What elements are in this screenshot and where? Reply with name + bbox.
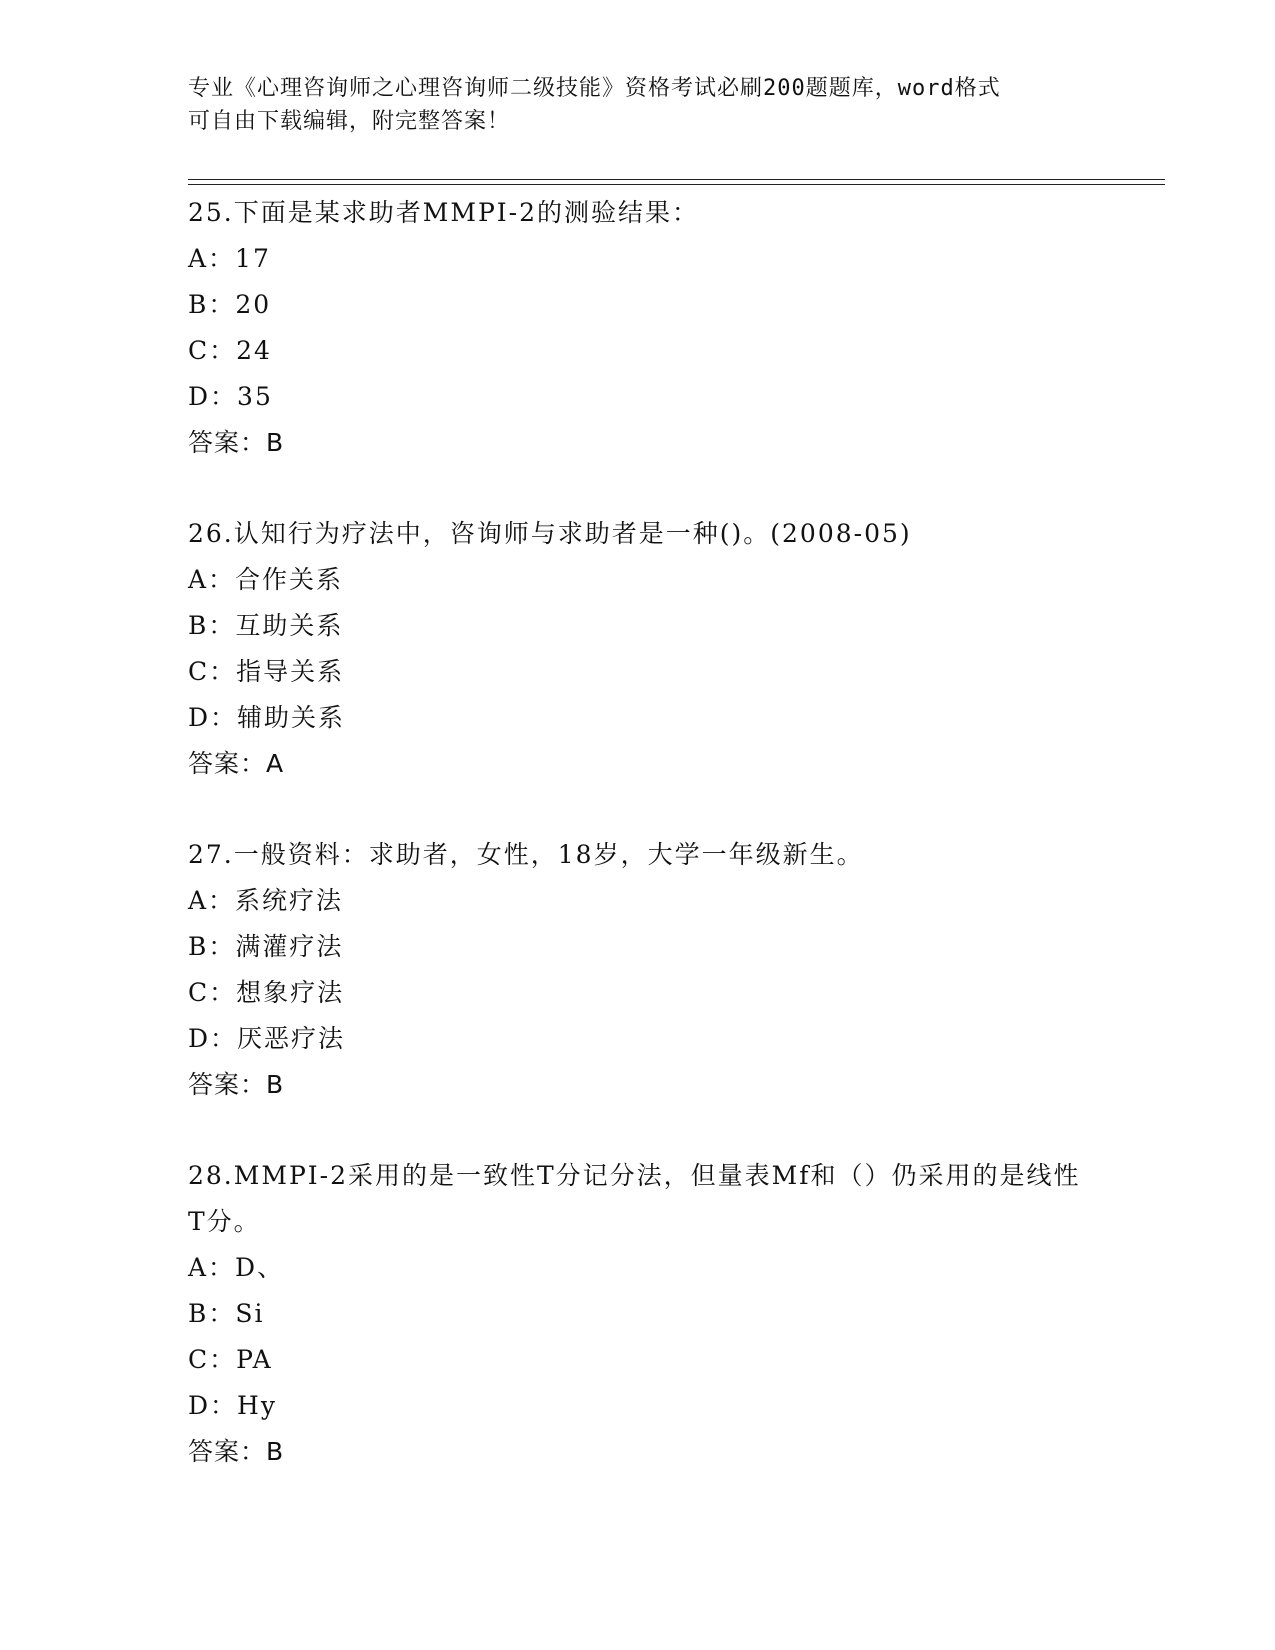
option-a: A：17 [188,244,271,273]
header-title-line-1: 专业《心理咨询师之心理咨询师二级技能》资格考试必刷200题题库，word格式 [188,76,1001,101]
answer-label: 答案： [188,749,267,778]
option-b: B：互助关系 [188,611,344,640]
answer-line [188,420,1088,466]
question-27 [188,832,1088,1108]
option-a: A：系统疗法 [188,886,344,915]
question-list [188,190,1088,1520]
option-d: D：35 [188,382,273,411]
option-d: D：Hy [188,1391,277,1420]
question-stem: 28.MMPI-2采用的是一致性T分记分法，但量表Mf和（）仍采用的是线性T分。 [188,1161,1081,1236]
answer-value: A [266,749,284,778]
header-title-line-2: 可自由下载编辑，附完整答案！ [188,109,511,134]
answer-label: 答案： [188,1437,267,1466]
answer-label: 答案： [188,1070,267,1099]
option-a: A：合作关系 [188,565,344,594]
question-28 [188,1153,1088,1475]
option-c: C：24 [188,336,272,365]
option-b: B：Si [188,1299,265,1328]
option-c: C：指导关系 [188,657,345,686]
answer-value: B [266,1070,284,1099]
header-divider-top [188,179,1165,180]
question-25 [188,190,1088,466]
answer-value: B [266,1437,284,1466]
answer-line [188,1429,1088,1475]
option-c: C：PA [188,1345,273,1374]
answer-line [188,1062,1088,1108]
option-d: D：辅助关系 [188,703,346,732]
document-header [188,72,1088,138]
question-26 [188,511,1088,787]
option-b: B：20 [188,290,272,319]
option-d: D：厌恶疗法 [188,1024,346,1053]
question-stem: 27.一般资料：求助者，女性，18岁，大学一年级新生。 [188,840,864,869]
header-divider-bottom [188,184,1165,185]
question-stem: 26.认知行为疗法中，咨询师与求助者是一种()。(2008-05) [188,519,912,548]
answer-value: B [266,428,284,457]
option-a: A：D、 [188,1253,285,1282]
answer-label: 答案： [188,428,267,457]
option-b: B：满灌疗法 [188,932,344,961]
option-c: C：想象疗法 [188,978,345,1007]
answer-line [188,741,1088,787]
question-stem: 25.下面是某求助者MMPI-2的测验结果： [188,198,700,227]
